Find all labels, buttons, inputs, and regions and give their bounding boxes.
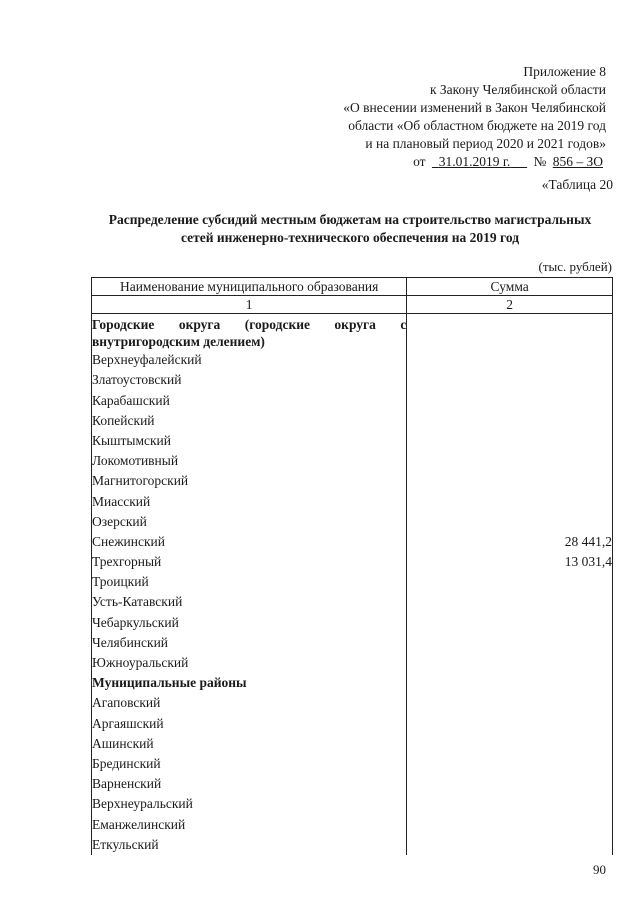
subsidy-amount	[407, 774, 613, 794]
appendix-law-title-3: и на плановый период 2020 и 2021 годов»	[365, 136, 606, 151]
municipality-name: Брединский	[92, 754, 407, 774]
municipality-name: Копейский	[92, 411, 407, 431]
subsidy-amount	[407, 451, 613, 471]
table-row	[92, 350, 613, 370]
table-row	[92, 653, 613, 673]
units-label: (тыс. рублей)	[538, 259, 612, 274]
group-heading: Муниципальные районы	[92, 673, 407, 693]
subsidy-amount	[407, 592, 613, 612]
law-date-value: 31.01.2019 г.	[438, 154, 511, 169]
group-row-municipal-districts	[92, 673, 613, 693]
number-prefix: №	[533, 154, 547, 169]
subsidy-amount	[407, 754, 613, 774]
group-heading: Городские округа (городские округа с внутригородским делением)	[92, 314, 407, 351]
group-row-city-districts	[92, 314, 613, 351]
municipality-name: Аргаяшский	[92, 713, 407, 733]
municipality-name: Чебаркульский	[92, 612, 407, 632]
municipality-name: Трехгорный	[92, 552, 407, 572]
municipality-name: Южноуральский	[92, 653, 407, 673]
subsidy-amount	[407, 835, 613, 855]
table-reference: «Таблица 20	[541, 177, 613, 192]
table-row	[92, 471, 613, 491]
municipality-name: Снежинский	[92, 532, 407, 552]
table-row	[92, 814, 613, 834]
appendix-number: Приложение 8	[523, 64, 606, 79]
table-body	[92, 314, 613, 855]
table-row	[92, 370, 613, 390]
subsidy-amount	[407, 794, 613, 814]
municipality-name: Златоустовский	[92, 370, 407, 390]
subsidy-amount	[407, 693, 613, 713]
subsidy-amount	[407, 612, 613, 632]
subsidy-amount	[407, 572, 613, 592]
column-header-sum: Сумма	[407, 278, 613, 296]
subsidy-amount	[407, 734, 613, 754]
table-row	[92, 451, 613, 471]
appendix-law-ref: к Закону Челябинской области	[429, 82, 606, 97]
page-number: 90	[593, 862, 606, 877]
group-sum	[407, 314, 613, 351]
municipality-name: Верхнеуфалейский	[92, 350, 407, 370]
municipality-name: Озерский	[92, 512, 407, 532]
document-title-line-2: сетей инженерно-технического обеспечения на 2019 год	[180, 230, 520, 245]
document-title-line-1: Распределение субсидий местным бюджетам на строительство магистральных	[108, 212, 592, 227]
subsidy-amount: 13 031,4	[407, 552, 613, 572]
table-row	[92, 774, 613, 794]
appendix-law-title-2: области «Об областном бюджете на 2019 год	[348, 118, 606, 133]
municipality-name: Локомотивный	[92, 451, 407, 471]
law-number: 856 – ЗО	[552, 154, 603, 169]
subsidy-amount	[407, 370, 613, 390]
subsidy-amount	[407, 633, 613, 653]
appendix-header	[343, 63, 606, 171]
subsidy-table	[91, 277, 613, 855]
subsidy-amount	[407, 390, 613, 410]
appendix-law-title-1: «О внесении изменений в Закон Челябинской	[343, 100, 606, 115]
table-row	[92, 713, 613, 733]
date-prefix: от	[413, 154, 426, 169]
subsidy-amount	[407, 512, 613, 532]
column-number-2: 2	[407, 296, 613, 314]
table-row	[92, 512, 613, 532]
document-title	[80, 211, 620, 247]
subsidy-amount	[407, 713, 613, 733]
table-row	[92, 693, 613, 713]
municipality-name: Усть-Катавский	[92, 592, 407, 612]
municipality-name: Верхнеуральский	[92, 794, 407, 814]
table-row	[92, 491, 613, 511]
municipality-name: Кыштымский	[92, 431, 407, 451]
table-row	[92, 794, 613, 814]
table-numbering-row	[92, 296, 613, 314]
subsidy-amount	[407, 431, 613, 451]
subsidy-amount	[407, 471, 613, 491]
table-row	[92, 431, 613, 451]
table-header-row	[92, 278, 613, 296]
table-row	[92, 633, 613, 653]
subsidy-amount	[407, 491, 613, 511]
municipality-name: Еманжелинский	[92, 814, 407, 834]
municipality-name: Еткульский	[92, 835, 407, 855]
table-row	[92, 835, 613, 855]
law-date-number	[343, 153, 606, 171]
municipality-name: Агаповский	[92, 693, 407, 713]
table-row	[92, 754, 613, 774]
table-row	[92, 572, 613, 592]
subsidy-amount	[407, 814, 613, 834]
table-row	[92, 411, 613, 431]
column-number-1: 1	[92, 296, 407, 314]
municipality-name: Троицкий	[92, 572, 407, 592]
municipality-name: Ашинский	[92, 734, 407, 754]
table-row	[92, 734, 613, 754]
municipality-name: Миасский	[92, 491, 407, 511]
municipality-name: Варненский	[92, 774, 407, 794]
table-row	[92, 390, 613, 410]
municipality-name: Челябинский	[92, 633, 407, 653]
subsidy-amount	[407, 653, 613, 673]
table-row	[92, 532, 613, 552]
municipality-name: Магнитогорский	[92, 471, 407, 491]
group-sum	[407, 673, 613, 693]
subsidy-amount: 28 441,2	[407, 532, 613, 552]
table-row	[92, 612, 613, 632]
subsidy-amount	[407, 411, 613, 431]
table-row	[92, 592, 613, 612]
column-header-name: Наименование муниципального образования	[92, 278, 407, 296]
subsidy-amount	[407, 350, 613, 370]
law-date	[429, 154, 530, 169]
table-row	[92, 552, 613, 572]
municipality-name: Карабашский	[92, 390, 407, 410]
